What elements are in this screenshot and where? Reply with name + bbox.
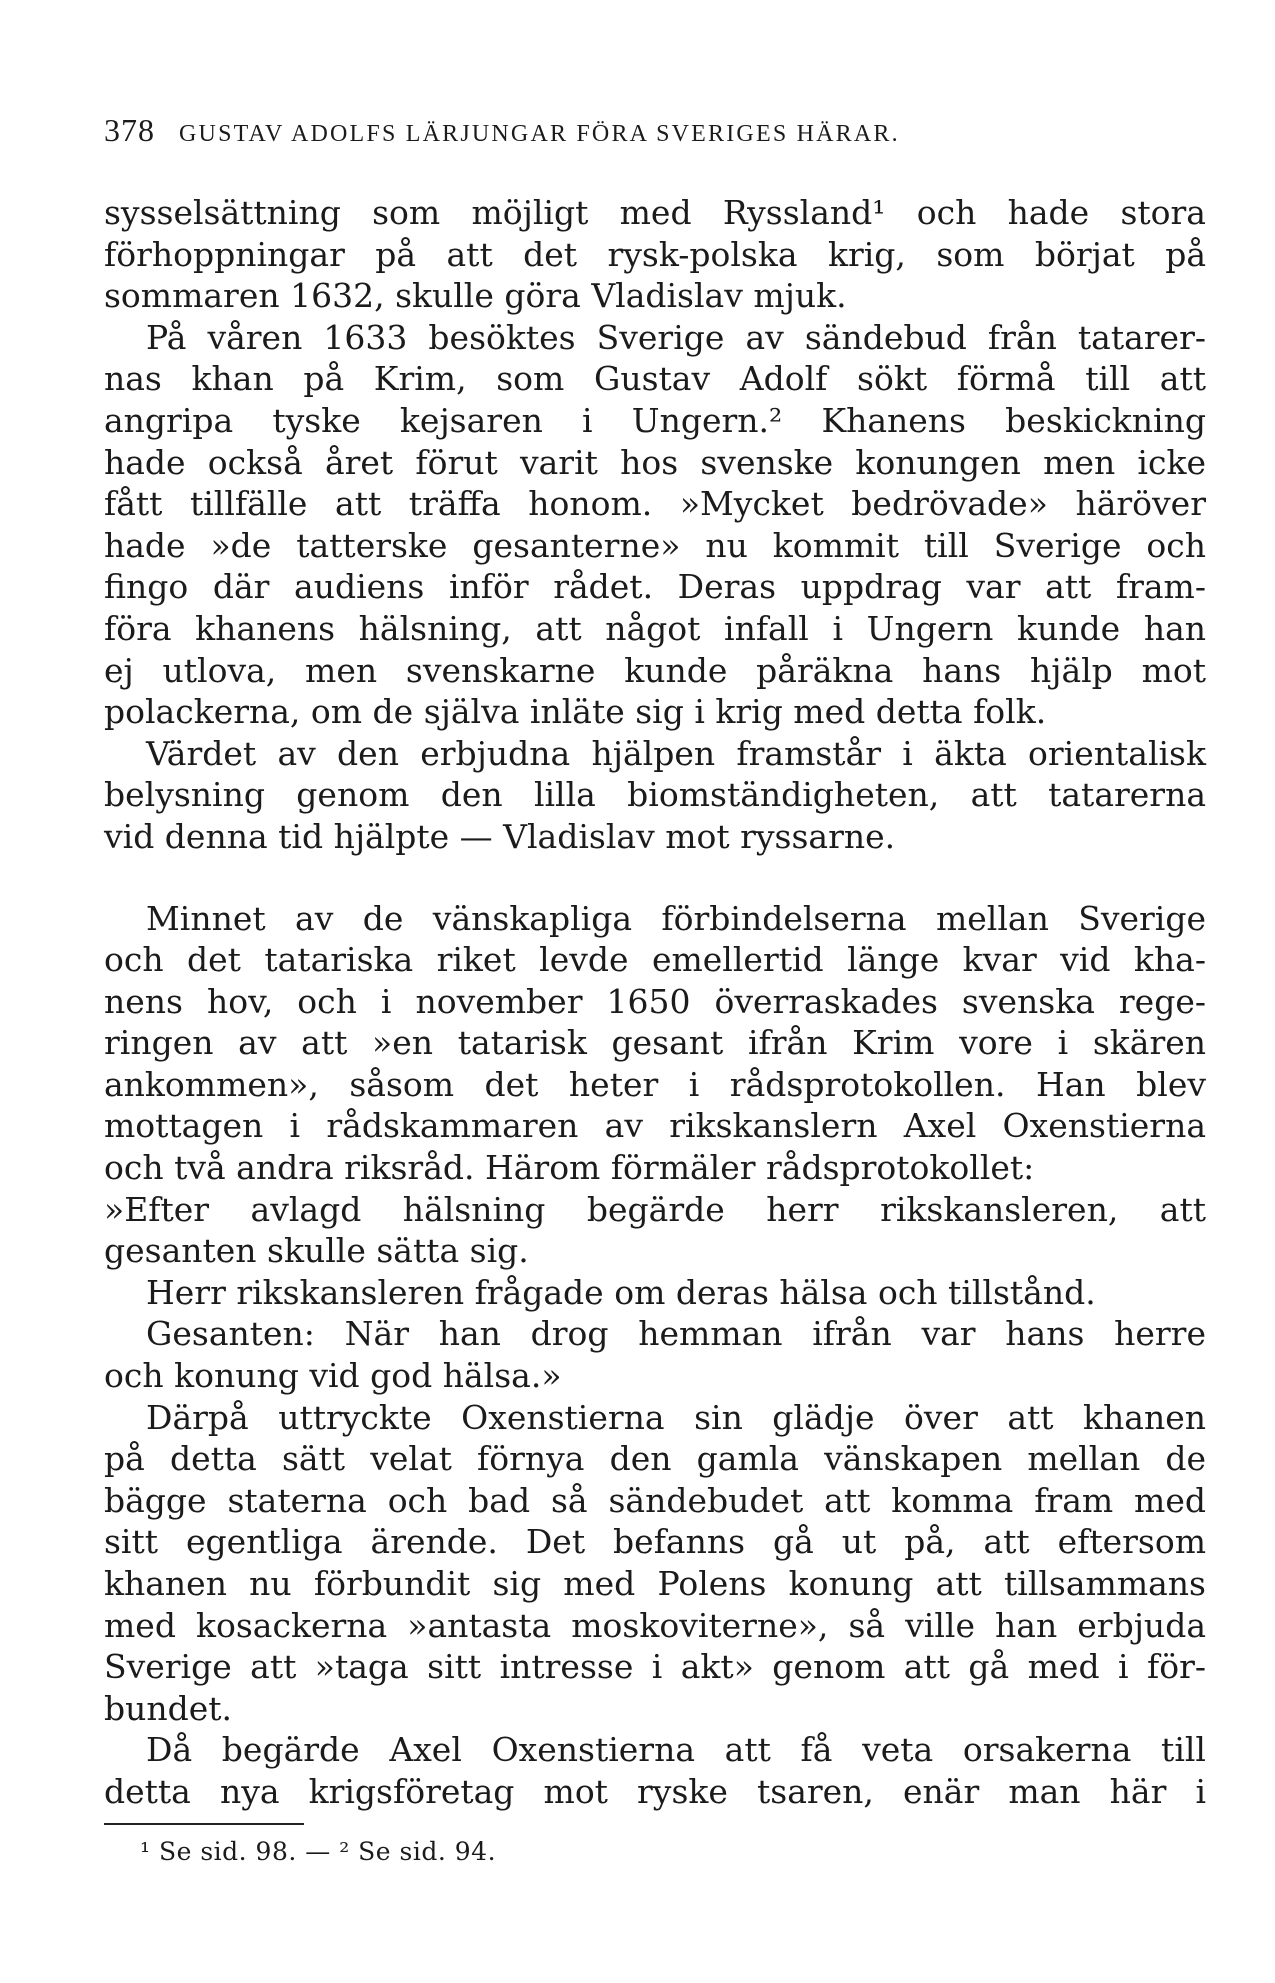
text-line: polackerna, om de själva inläte sig i krig med detta folk. bbox=[104, 692, 1047, 732]
text-line: Då begärde Axel Oxenstierna att få veta orsakerna till bbox=[146, 1730, 1206, 1770]
text-line: med kosackerna »antasta moskoviterne», så ville han erbjuda bbox=[104, 1605, 1206, 1645]
text-line: bägge staterna och bad så sändebudet att komma fram med bbox=[104, 1480, 1206, 1520]
text-line: förhoppningar på att det rysk-polska krig, som börjat på bbox=[104, 234, 1206, 274]
text-line: Sverige att »taga sitt intresse i akt» genom att gå med i för- bbox=[104, 1647, 1206, 1687]
text-line: Därpå uttryckte Oxenstierna sin glädje över att khanen bbox=[146, 1397, 1206, 1437]
text-line: ej utlova, men svenskarne kunde påräkna hans hjälp mot bbox=[104, 650, 1206, 690]
running-title: GUSTAV ADOLFS LÄRJUNGAR FÖRA SVERIGES HÄRAR. bbox=[179, 121, 900, 147]
paragraph-block-2 bbox=[104, 898, 1206, 1813]
text-line: angripa tyske kejsaren i Ungern.² Khanens beskickning bbox=[104, 400, 1206, 440]
book-page bbox=[104, 112, 1206, 1866]
text-line: sitt egentliga ärende. Det befanns gå ut på, att eftersom bbox=[104, 1522, 1206, 1562]
text-line: »Efter avlagd hälsning begärde herr rikskansleren, att bbox=[104, 1189, 1206, 1229]
text-line: khanen nu förbundit sig med Polens konung att tillsammans bbox=[104, 1564, 1206, 1603]
paragraph-block-1 bbox=[104, 192, 1206, 858]
text-line: och två andra riksråd. Härom förmäler rådsprotokollet: bbox=[104, 1148, 1035, 1188]
text-line: mottagen i rådskammaren av rikskanslern Axel Oxenstierna bbox=[104, 1106, 1206, 1146]
footnote-divider bbox=[104, 1823, 304, 1825]
text-line: gesanten skulle sätta sig. bbox=[104, 1231, 529, 1271]
text-line: vid denna tid hjälpte — Vladislav mot ryssarne. bbox=[104, 816, 896, 856]
text-line: Minnet av de vänskapliga förbindelserna mellan Sverige bbox=[146, 898, 1206, 938]
text-line: Herr rikskansleren frågade om deras hälsa och tillstånd. bbox=[146, 1272, 1096, 1312]
text-line: och det tatariska riket levde emellertid länge kvar vid kha- bbox=[104, 940, 1206, 980]
footnotes: ¹ Se sid. 98. — ² Se sid. 94. bbox=[140, 1836, 497, 1866]
text-line: På våren 1633 besöktes Sverige av sändebud från tatarer- bbox=[146, 317, 1206, 357]
text-line: sommaren 1632, skulle göra Vladislav mjuk. bbox=[104, 276, 847, 316]
text-line: Värdet av den erbjudna hjälpen framstår i äkta orientalisk bbox=[146, 733, 1206, 773]
text-line: detta nya krigsföretag mot ryske tsaren, enär man här i bbox=[104, 1771, 1206, 1811]
text-line: Gesanten: När han drog hemman ifrån var hans herre bbox=[146, 1314, 1206, 1354]
text-line: belysning genom den lilla biomständigheten, att tatarerna bbox=[104, 775, 1206, 815]
text-line: föra khanens hälsning, att något infall i Ungern kunde han bbox=[104, 608, 1206, 648]
text-line: hade också året förut varit hos svenske konungen men icke bbox=[104, 442, 1206, 482]
text-line: ringen av att »en tatarisk gesant ifrån Krim vore i skären bbox=[104, 1023, 1206, 1063]
text-line: bundet. bbox=[104, 1688, 233, 1728]
text-line: och konung vid god hälsa.» bbox=[104, 1356, 562, 1396]
text-line: sysselsättning som möjligt med Ryssland¹ och hade stora bbox=[104, 193, 1206, 232]
text-line: nens hov, och i november 1650 överraskades svenska rege- bbox=[104, 981, 1206, 1021]
text-line: fingo där audiens inför rådet. Deras uppdrag var att fram- bbox=[104, 567, 1206, 607]
running-head bbox=[104, 112, 1206, 164]
text-line: på detta sätt velat förnya den gamla vänskapen mellan de bbox=[104, 1439, 1206, 1479]
text-line: hade »de tatterske gesanterne» nu kommit till Sverige och bbox=[104, 525, 1206, 565]
text-line: fått tillfälle att träffa honom. »Mycket bedrövade» häröver bbox=[104, 484, 1206, 524]
text-line: nas khan på Krim, som Gustav Adolf sökt förmå till att bbox=[104, 359, 1206, 399]
page-number: 378 bbox=[104, 112, 155, 148]
text-line: ankommen», såsom det heter i rådsprotokollen. Han blev bbox=[104, 1064, 1206, 1104]
